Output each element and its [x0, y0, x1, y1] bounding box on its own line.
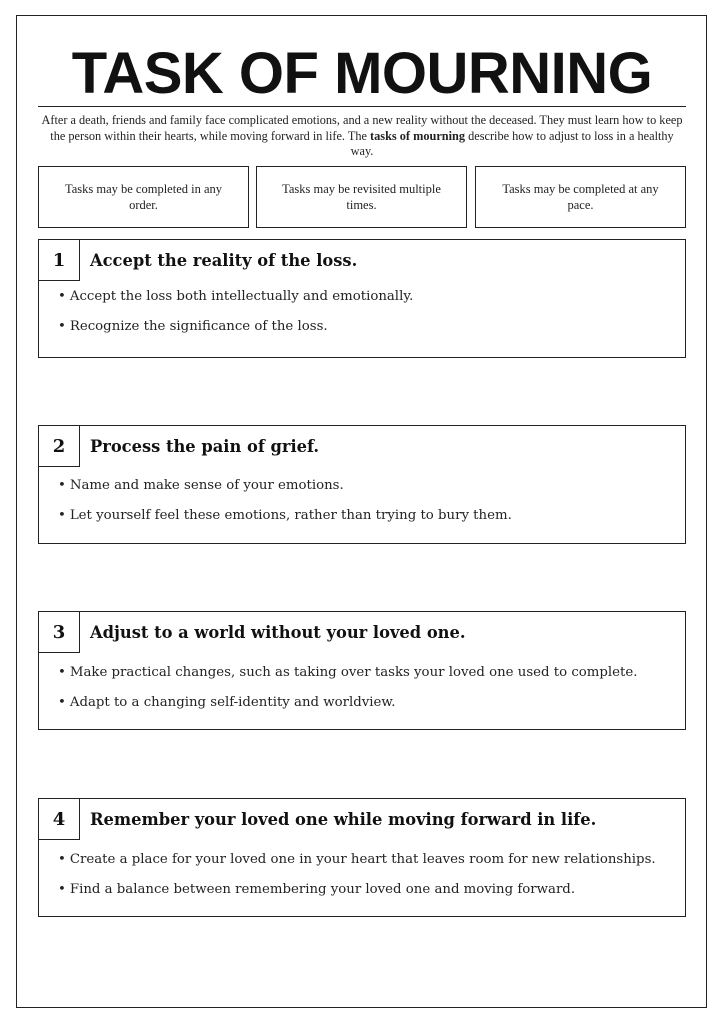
note-box-revisit — [256, 166, 467, 228]
task-card-4 — [38, 798, 686, 917]
task-card-3 — [38, 611, 686, 730]
task-number: 3 — [38, 611, 80, 653]
task-title: Remember your loved one while moving forward in life. — [90, 810, 597, 829]
task-number: 1 — [38, 239, 80, 281]
task-card-2 — [38, 425, 686, 544]
task-bullet: • Find a balance between remembering your loved one and moving forward. — [58, 882, 656, 898]
page-title: TASK OF MOURNING — [71, 41, 653, 106]
note-box-pace — [475, 166, 686, 228]
intro-text-start: After a death, friends and family face complicated emotions, and a new reality without the deceased. They must learn how to keep the person within their hearts, while moving forward in life. The — [41, 113, 683, 143]
title-divider — [38, 106, 686, 107]
task-title: Adjust to a world without your loved one. — [90, 623, 466, 642]
task-title: Accept the reality of the loss. — [90, 251, 358, 270]
task-bullet: • Let yourself feel these emotions, rather than trying to bury them. — [58, 508, 512, 524]
task-number: 2 — [38, 425, 80, 467]
task-bullet: • Accept the loss both intellectually and emotionally. — [58, 289, 413, 305]
task-bullet: • Name and make sense of your emotions. — [58, 478, 512, 494]
task-title: Process the pain of grief. — [90, 437, 320, 456]
task-bullet: • Recognize the significance of the loss. — [58, 319, 413, 335]
note-text: Tasks may be completed at any pace. — [502, 182, 659, 212]
task-number: 4 — [38, 798, 80, 840]
intro-paragraph — [38, 113, 686, 160]
note-text: Tasks may be completed in any order. — [64, 182, 223, 212]
task-bullet: • Create a place for your loved one in your heart that leaves room for new relationships. — [58, 852, 656, 868]
intro-bold-term: tasks of mourning — [370, 128, 466, 143]
intro-text-end: describe how to adjust to loss in a healthy way. — [350, 128, 674, 158]
note-box-order — [38, 166, 249, 228]
task-bullet: • Make practical changes, such as taking over tasks your loved one used to complete. — [58, 665, 637, 681]
task-bullet: • Adapt to a changing self-identity and worldview. — [58, 695, 637, 711]
task-bullet-list — [58, 289, 413, 349]
note-text: Tasks may be revisited multiple times. — [282, 182, 441, 212]
task-bullet-list — [58, 852, 656, 912]
task-bullet-list — [58, 665, 637, 725]
task-bullet-list — [58, 478, 512, 538]
task-card-1 — [38, 239, 686, 358]
